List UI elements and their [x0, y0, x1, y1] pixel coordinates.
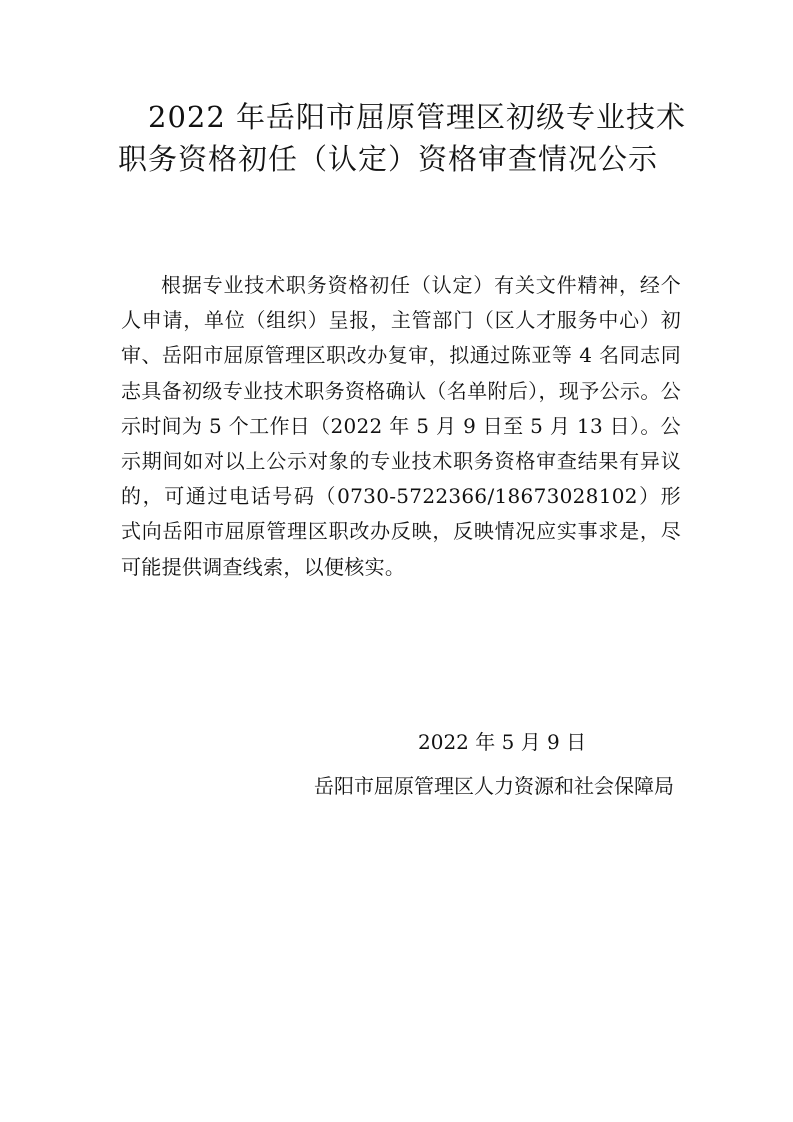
notice-title — [118, 96, 688, 180]
notice-title-line-2: 职务资格初任（认定）资格审查情况公示 — [118, 142, 659, 176]
notice-signer: 岳阳市屈原管理区人力资源和社会保障局 — [314, 774, 674, 798]
notice-body: 根据专业技术职务资格初任（认定）有关文件精神，经个人申请，单位（组织）呈报，主管部门（区人才服务中心）初审、岳阳市屈原管理区职改办复审，拟通过陈亚等 4 名同志同志具备初级专业技术职务资格确认（名单附后），现予公示。公示时间为 5 个工作日（2022 年 5 月 9 日至 5 月 13 日）。公示期间如对以上公示对象的专业技术职务资格审查结果有异议的，可通过电话号码（0730-5722366/18673028102）形式向岳阳市屈原管理区职改办反映，反映情况应实事求是，尽可能提供调查线索，以便核实。 — [121, 273, 681, 579]
notice-date: 2022 年 5 月 9 日 — [418, 730, 587, 754]
notice-title-line-1: 2022 年岳阳市屈原管理区初级专业技术 — [148, 100, 687, 134]
